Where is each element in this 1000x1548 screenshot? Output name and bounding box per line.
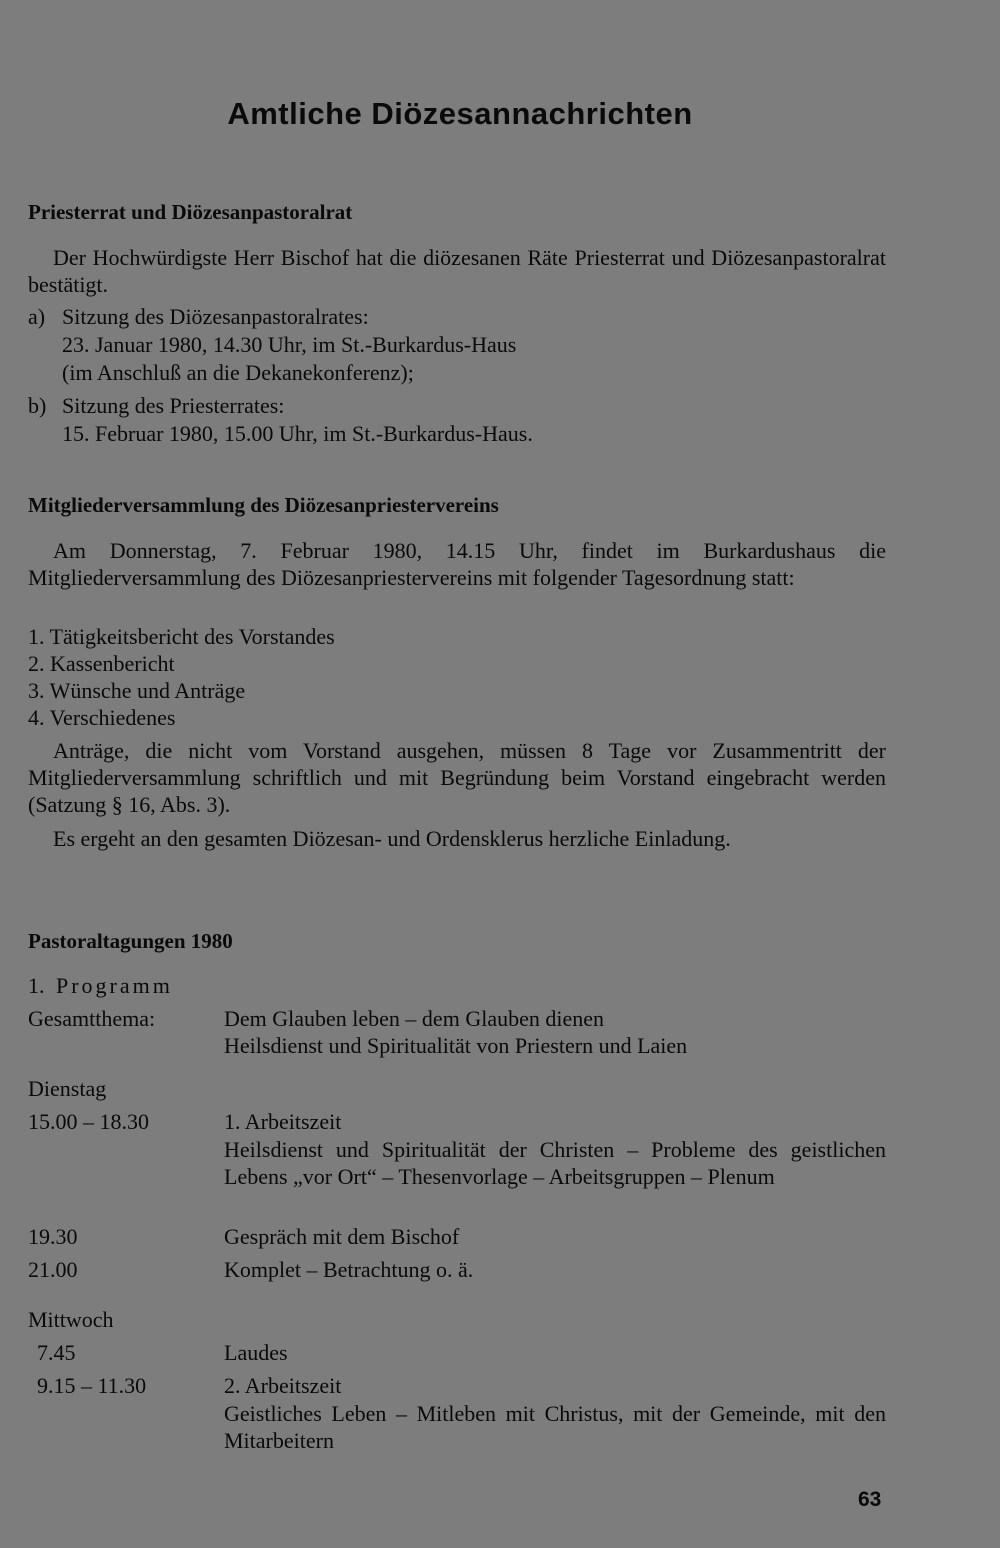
time-slot: 21.00: [28, 1257, 78, 1282]
event-description: Heilsdienst und Spiritualität der Christen – Probleme des geistlichen Lebens „vor Ort“ – Thesenvorlage – Arbeitsgruppen – Plenum: [224, 1137, 886, 1189]
agenda-item: 2. Kassenbericht: [28, 651, 175, 676]
event-title: Komplet – Betrachtung o. ä.: [224, 1257, 474, 1282]
section1-intro: Der Hochwürdigste Herr Bischof hat die diözesanen Räte Priesterrat und Diözesanpastoralrat bestätigt.: [28, 245, 886, 297]
event-title: 1. Arbeitszeit: [224, 1109, 342, 1134]
item-a-line1: 23. Januar 1980, 14.30 Uhr, im St.-Burkardus-Haus: [62, 332, 517, 357]
theme-line2: Heilsdienst und Spiritualität von Priestern und Laien: [224, 1033, 688, 1058]
section2-paragraph-antraege: Anträge, die nicht vom Vorstand ausgehen, müssen 8 Tage vor Zusammentritt der Mitgliederversammlung schriftlich und mit Begründung beim Vorstand eingebracht werden (Satzung § 16, Abs. 3).: [28, 738, 886, 817]
section-heading-pastoraltagungen: Pastoraltagungen 1980: [28, 929, 233, 953]
agenda-item: 1. Tätigkeitsbericht des Vorstandes: [28, 624, 335, 649]
section2-intro: Am Donnerstag, 7. Februar 1980, 14.15 Uhr, findet im Burkardushaus die Mitgliederversammlung des Diözesanpriestervereins mit folgender Tagesordnung statt:: [28, 538, 886, 590]
item-b-marker: b): [28, 393, 47, 418]
day-label-mittwoch: Mittwoch: [28, 1307, 114, 1332]
section-heading-priesterrat: Priesterrat und Diözesanpastoralrat: [28, 200, 353, 224]
item-b-label: Sitzung des Priesterrates:: [62, 393, 285, 418]
theme-label: Gesamtthema:: [28, 1006, 156, 1031]
theme-line1: Dem Glauben leben – dem Glauben dienen: [224, 1006, 604, 1031]
time-slot: 7.45: [37, 1340, 76, 1365]
time-slot: 9.15 – 11.30: [37, 1373, 147, 1398]
item-a-label: Sitzung des Diözesanpastoralrates:: [62, 304, 369, 329]
item-a-line2: (im Anschluß an die Dekanekonferenz);: [62, 360, 414, 385]
event-title: Gespräch mit dem Bischof: [224, 1224, 460, 1249]
program-number: 1.: [28, 973, 45, 998]
item-b-line1: 15. Februar 1980, 15.00 Uhr, im St.-Burkardus-Haus.: [62, 421, 533, 446]
event-description: Geistliches Leben – Mitleben mit Christus, mit der Gemeinde, mit den Mitarbeitern: [224, 1401, 886, 1453]
event-title: 2. Arbeitszeit: [224, 1373, 342, 1398]
time-slot: 15.00 – 18.30: [28, 1109, 149, 1134]
section2-paragraph-einladung: Es ergeht an den gesamten Diözesan- und Ordensklerus herzliche Einladung.: [53, 826, 731, 851]
day-label-dienstag: Dienstag: [28, 1076, 107, 1101]
agenda-item: 4. Verschiedenes: [28, 705, 176, 730]
event-title: Laudes: [224, 1340, 288, 1365]
program-label: Programm: [56, 973, 173, 998]
page-title: Amtliche Diözesannachrichten: [227, 96, 693, 131]
item-a-marker: a): [28, 304, 46, 329]
section-heading-mitgliederversammlung: Mitgliederversammlung des Diözesanpriestervereins: [28, 493, 499, 517]
agenda-item: 3. Wünsche und Anträge: [28, 678, 246, 703]
time-slot: 19.30: [28, 1224, 78, 1249]
page-number: 63: [858, 1488, 882, 1511]
